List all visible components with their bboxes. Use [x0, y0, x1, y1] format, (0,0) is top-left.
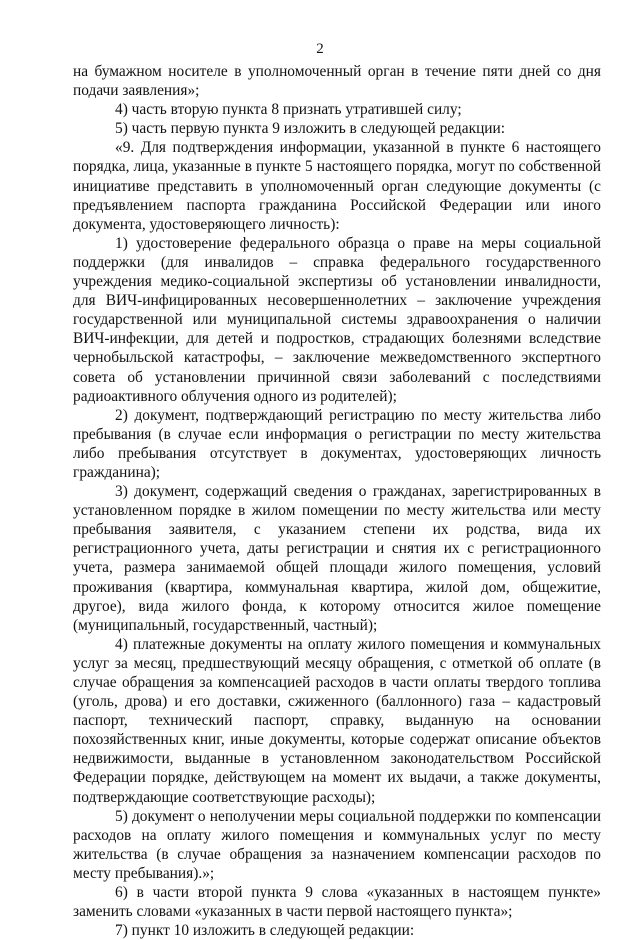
paragraph-continuation: на бумажном носителе в уполномоченный орган в течение пяти дней со дня подачи заявления»; — [73, 63, 601, 100]
paragraph-doc-2: 2) документ, подтверждающий регистрацию по месту жительства либо пребывания (в случае если информация о регистрации по месту жительства либо пребывания отсутствует в документах, удостоверяющих личность гражданина); — [73, 406, 601, 481]
paragraph-item-5: 5) часть первую пункта 9 изложить в следующей редакции: — [115, 120, 506, 138]
page-number: 2 — [316, 41, 324, 57]
paragraph-doc-1: 1) удостоверение федерального образца о праве на меры социальной поддержки (для инвалидов – справка федерального государственного учреждения медико-социальной экспертизы об установлении инвалидности, для ВИЧ-инфицированных несовершеннолетних – заключение учреждения государственной или муниципальной системы здравоохранения о наличии ВИЧ-инфекции, для детей и подростков, страдающих болезнями вследствие чернобыльской катастрофы, – заключение межведомственного экспертного совета об установлении причинной связи заболеваний с последствиями радиоактивного облучения одного из родителей); — [73, 234, 601, 405]
paragraph-item-6: 6) в части второй пункта 9 слова «указанных в настоящем пункте» заменить словами «указанных в части первой настоящего пункта»; — [73, 884, 601, 921]
paragraph-doc-3: 3) документ, содержащий сведения о гражданах, зарегистрированных в установленном порядке в жилом помещении по месту жительства или месту пребывания заявителя, с указанием степени их родства, вида их регистрационного учета, даты регистрации и снятия их с регистрационного учета, размера занимаемой общей площади жилого помещения, условий проживания (квартира, коммунальная квартира, жилой дом, общежитие, другое), вида жилого фонда, к которому относится жилое помещение (муниципальный, государственный, частный); — [73, 483, 601, 634]
paragraph-doc-5: 5) документ о неполучении меры социальной поддержки по компенсации расходов на оплату жилого помещения и коммунальных услуг по месту жительства (в случае обращения за назначением компенсации расходов по месту пребывания).»; — [73, 807, 601, 882]
paragraph-item-4: 4) часть вторую пункта 8 признать утратившей силу; — [115, 101, 462, 119]
paragraph-doc-4: 4) платежные документы на оплату жилого помещения и коммунальных услуг за месяц, предшествующий месяцу обращения, с отметкой об оплате (в случае обращения за компенсацией расходов в части оплаты твердого топлива (уголь, дрова) и его доставки, сжиженного (баллонного) газа – кадастровый паспорт, технический паспорт, справку, выданную на основании похозяйственных книг, иные документы, которые содержат описание объектов недвижимости, выданные в установленном законодательством Российской Федерации порядке, действующем на момент их выдачи, а также документы, подтверждающие соответствующие расходы); — [73, 635, 601, 806]
paragraph-item-7: 7) пункт 10 изложить в следующей редакции: — [115, 922, 415, 940]
document-body — [73, 62, 601, 940]
paragraph-clause-9: «9. Для подтверждения информации, указанной в пункте 6 настоящего порядка, лица, указанные в пункте 5 настоящего порядка, могут по собственной инициативе представить в уполномоченный орган следующие документы (с предъявлением паспорта гражданина Российской Федерации или иного документа, удостоверяющего личность): — [73, 139, 601, 233]
